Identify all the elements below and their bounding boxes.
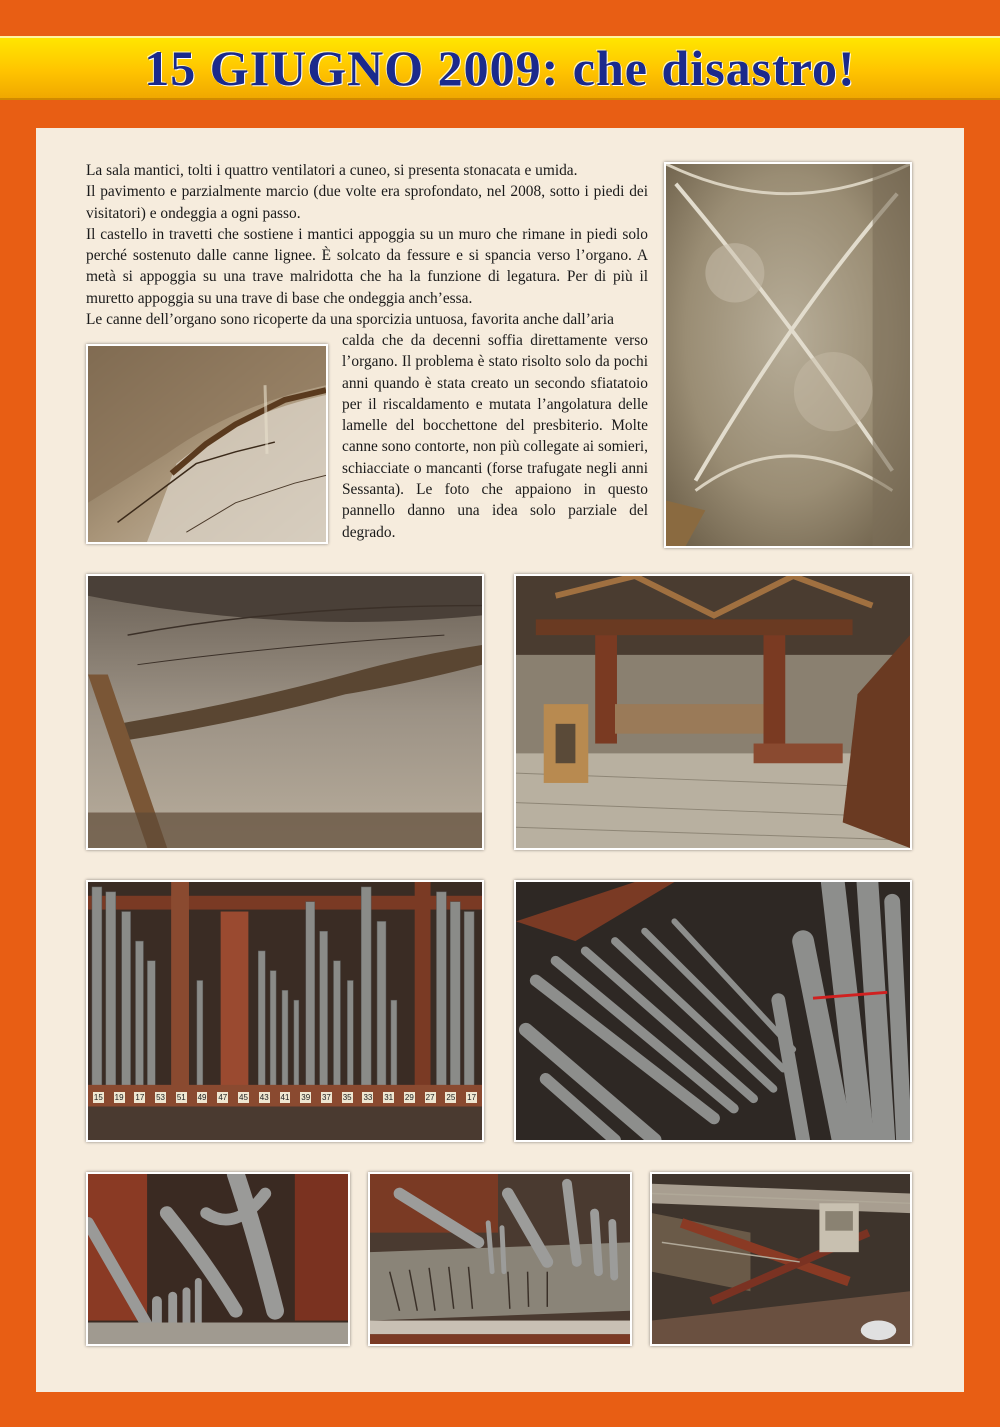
pipe-label: 17 (467, 1092, 477, 1102)
photo-bent-pipes (86, 1172, 350, 1346)
pipe-label: 29 (404, 1092, 414, 1102)
pipe-label: 25 (446, 1092, 456, 1102)
page-title: 15 GIUGNO 2009: che disastro! (144, 40, 856, 96)
photo-organ-pipes-rack (86, 880, 484, 1142)
pipe-label: 27 (425, 1092, 435, 1102)
pipe-label: 37 (321, 1092, 331, 1102)
photo-cracked-wall-corner (86, 344, 328, 544)
pipe-label: 15 (93, 1092, 103, 1102)
pipe-label: 39 (301, 1092, 311, 1102)
photo-bellows-frame-room (514, 574, 912, 850)
content-panel (36, 128, 964, 1392)
pipe-label: 31 (384, 1092, 394, 1102)
article-line-1: La sala mantici, tolti i quattro ventilatori a cuneo, si presenta stonacata e umida. (86, 162, 578, 179)
title-banner (0, 36, 1000, 100)
photo-pipes-windchest (368, 1172, 632, 1346)
pipe-label: 33 (363, 1092, 373, 1102)
photo-broken-trackers (650, 1172, 912, 1346)
article-continuation: calda che da decenni soffia direttamente verso l’organo. Il problema è stato risolto solo da pochi anni quando è stata creato un secondo sfiatatoio per il riscaldamento e mutata l’angolatura delle lamelle del bocchettone del presbiterio. Molte canne sono contorte, non più collegate ai somieri, schiacciate o mancanti (forse trafugate negli anni Sessanta). Le foto che appaiono in questo pannello danno una idea solo parziale del degrado. (342, 332, 648, 541)
pipe-label: 51 (176, 1092, 186, 1102)
article-line-3: Il castello in travetti che sostiene i mantici appoggia su un muro che rimane in piedi solo perché sostenuto dalle canne lignee. È solcato da fessure e si spancia verso l’organo. A metà si appoggia su una trave malridotta che ha la funzione di legatura. Per di più il muretto appoggia su una trave di base che ondeggia anch’essa. (86, 225, 648, 307)
pipe-label: 45 (239, 1092, 248, 1102)
pipe-label: 17 (135, 1092, 145, 1102)
pipe-label: 19 (114, 1092, 124, 1102)
pipe-label: 43 (259, 1092, 269, 1102)
pipe-number-labels (88, 1088, 482, 1106)
pipe-label: 49 (197, 1092, 207, 1102)
article-text-top (86, 160, 648, 330)
pipe-label: 35 (342, 1092, 352, 1102)
pipe-label: 47 (218, 1092, 228, 1102)
article-line-2: Il pavimento e parzialmente marcio (due volte era sprofondato, nel 2008, sotto i piedi dei visitatori) e ondeggia a ogni passo. (86, 183, 648, 222)
pipe-label: 41 (280, 1092, 290, 1102)
photo-cross-vault-ceiling (664, 162, 912, 548)
photo-bulging-wall-beam (86, 574, 484, 850)
pipe-label: 53 (156, 1092, 166, 1102)
photo-organ-pipes-bundle (514, 880, 912, 1142)
top-orange-band (0, 0, 1000, 36)
article-line-4: Le canne dell’organo sono ricoperte da una sporcizia untuosa, favorita anche dall’aria (86, 311, 614, 329)
article-text-continuation (342, 330, 648, 543)
